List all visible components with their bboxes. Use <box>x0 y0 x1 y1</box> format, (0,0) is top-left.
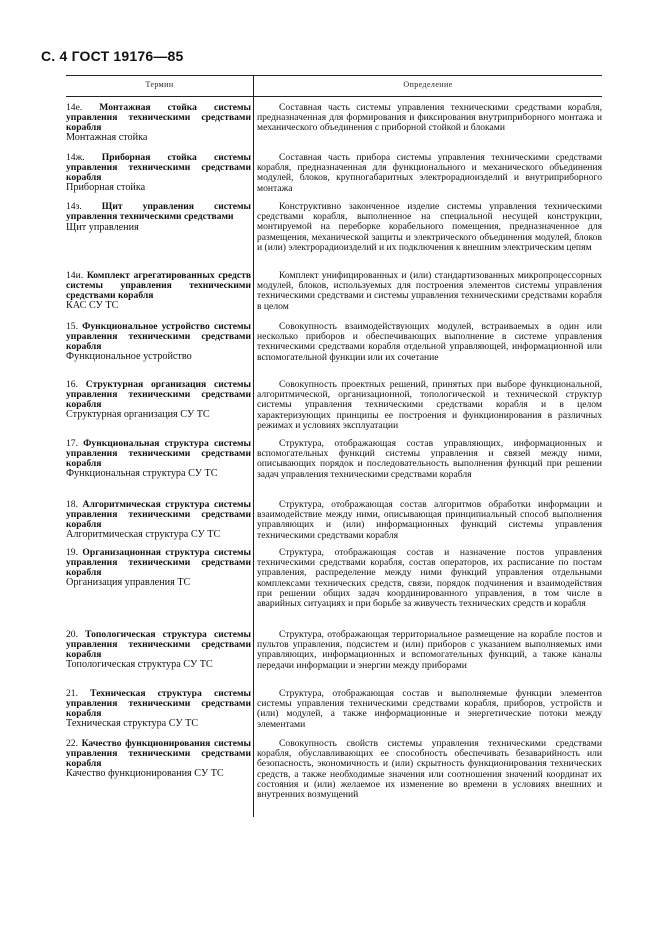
term-name: Функциональная структура системы управления техническими средствами корабля <box>66 438 251 469</box>
term-cell <box>66 322 251 362</box>
definition-cell: Структура, отображающая состав и назначение постов управления техническими средствами корабля, состав операторов, их расписание по постам управления, распределение между ними функций управления отдельными комплексами технических средств, связи, порядок подчинения и взаимодействия при решении общих задач координированного управления, в том числе в аварийных ситуациях и при борьбе за живучесть технических средств и корабля <box>257 547 602 610</box>
column-header-term: Термин <box>145 80 174 89</box>
term-short-form: Функциональная структура СУ ТС <box>66 468 218 480</box>
term-short-form: Техническая структура СУ ТС <box>66 718 199 730</box>
term-short-form: Алгоритмическая структура СУ ТС <box>66 529 221 541</box>
term-short-form: Щит управления <box>66 221 139 233</box>
page-header: С. 4 ГОСТ 19176—85 <box>41 48 184 64</box>
column-header-definition: Определение <box>403 80 453 89</box>
term-name: Алгоритмическая структура системы управления техническими средствами корабля <box>66 499 251 530</box>
term-name: Структурная организация системы управления техническими средствами корабля <box>66 379 251 410</box>
term-number: 18. <box>66 499 78 510</box>
term-cell <box>66 271 251 311</box>
term-name: Организационная структура системы управления техническими средствами корабля <box>66 547 251 578</box>
definition-cell: Конструктивно законченное изделие системы управления техническими средствами корабля, выполненное на специальной несущей конструкции, монтируемой на переборке корабельного помещения, предназначенное для размещения, механической защиты и электрического объединения модулей, блоков и (или) электрорадиоизделий и их подключения к внешним электрическим цепям <box>257 201 602 253</box>
term-cell <box>66 202 251 233</box>
term-number: 14и. <box>66 270 84 281</box>
term-cell <box>66 103 251 143</box>
term-number: 15. <box>66 321 78 332</box>
term-number: 20. <box>66 629 78 640</box>
term-name: Щит управления системы управления техническими средствами <box>66 201 251 222</box>
definition-cell: Составная часть системы управления техническими средствами корабля, предназначенная для формирования и фиксирования внутриприборного монтажа и механического объединения с приборной стойкой и блоками <box>257 102 602 134</box>
term-name: Функциональное устройство системы управления техническими средствами корабля <box>66 321 251 352</box>
term-number: 17. <box>66 438 78 449</box>
term-name: Комплект агрегатированных средств системы управления техническими средствами корабля <box>66 270 252 301</box>
table-header-rule <box>66 96 602 97</box>
term-cell <box>66 500 251 540</box>
term-cell <box>66 380 251 420</box>
definition-cell: Структура, отображающая территориальное размещение на корабле постов и пультов управления, подсистем и (или) приборов с указанием выполняемых ими управляющих, информационных и вспомогательных функций, а также каналы передачи информации и энергии между приборами <box>257 629 602 671</box>
term-short-form: Качество функционирования СУ ТС <box>66 768 224 780</box>
definition-cell: Совокупность взаимодействующих модулей, встраиваемых в один или несколько приборов и обеспечивающих выполнение в системе управления техническими средствами корабля отдельной управляющей, информационной или вспомогательной функции или их сочетание <box>257 321 602 363</box>
column-divider <box>253 96 254 817</box>
term-short-form: Организация управления ТС <box>66 577 191 589</box>
term-cell <box>66 689 251 729</box>
term-cell <box>66 739 251 779</box>
term-number: 14е. <box>66 102 83 113</box>
term-name: Качество функционирования системы управления техническими средствами корабля <box>66 738 251 769</box>
term-cell <box>66 439 251 479</box>
term-short-form: Приборная стойка <box>66 182 146 194</box>
term-short-form: Монтажная стойка <box>66 132 148 144</box>
term-short-form: Структурная организация СУ ТС <box>66 409 210 421</box>
definition-cell: Структура, отображающая состав управляющих, информационных и вспомогательных функций системы управления и связей между ними, описывающих порядок и последовательность выполнения функций при решении задач управления техническими средствами корабля <box>257 438 602 480</box>
term-number: 16. <box>66 379 78 390</box>
term-short-form: Функциональное устройство <box>66 351 192 363</box>
term-number: 22. <box>66 738 78 749</box>
definition-cell: Совокупность свойств системы управления техническими средствами корабля, обуславливающих ее способность обеспечивать безаварийность или безопасность, экономичность и (или) скрытность функционирования технических средств, а также необходимые значения или соотношения значений координат их состояния и (или) желаемое их изменение во времени в условиях внешних и внутренних возмущений <box>257 738 602 801</box>
term-name: Техническая структура системы управления техническими средствами корабля <box>66 688 251 719</box>
term-number: 14з. <box>66 201 82 212</box>
term-name: Монтажная стойка системы управления техническими средствами корабля <box>66 102 251 133</box>
table-top-rule <box>66 75 602 76</box>
term-number: 14ж. <box>66 152 85 163</box>
term-number: 19. <box>66 547 78 558</box>
definition-cell: Структура, отображающая состав алгоритмов обработки информации и взаимодействие между ними, описывающая принципиальный способ выполнения управляющих и (или) информационных функций системы управления техническими средствами корабля <box>257 499 602 541</box>
term-cell <box>66 153 251 193</box>
definition-cell: Комплект унифицированных и (или) стандартизованных микропроцессорных модулей, блоков, используемых для построения элементов системы управления техническими средствами и системы управления техническими средствами корабля в целом <box>257 270 602 312</box>
term-short-form: Топологическая структура СУ ТС <box>66 659 213 671</box>
definition-cell: Структура, отображающая состав и выполняемые функции элементов системы управления техническими средствами корабля, приборов, устройств и (или) модулей, а также информационные и энергетические потоки между элементами <box>257 688 602 730</box>
term-name: Приборная стойка системы управления техническими средствами корабля <box>66 152 252 183</box>
definition-cell: Составная часть прибора системы управления техническими средствами корабля, предназначенная для функционального и механического объединения модулей, блоков, крупногабаритных электрорадиоизделий и внутриприборного монтажа <box>257 152 602 194</box>
term-cell <box>66 548 251 588</box>
term-name: Топологическая структура системы управления техническими средствами корабля <box>66 629 251 660</box>
term-short-form: КАС СУ ТС <box>66 300 119 312</box>
term-number: 21. <box>66 688 78 699</box>
definition-cell: Совокупность проектных решений, принятых при выборе функциональной, алгоритмической, организационной, топологической и технической структур системы управления техническими средствами корабля и в целом характеризующих принципы ее построения и функционирования в различных режимах и условиях эксплуатации <box>257 379 602 431</box>
term-cell <box>66 630 251 670</box>
